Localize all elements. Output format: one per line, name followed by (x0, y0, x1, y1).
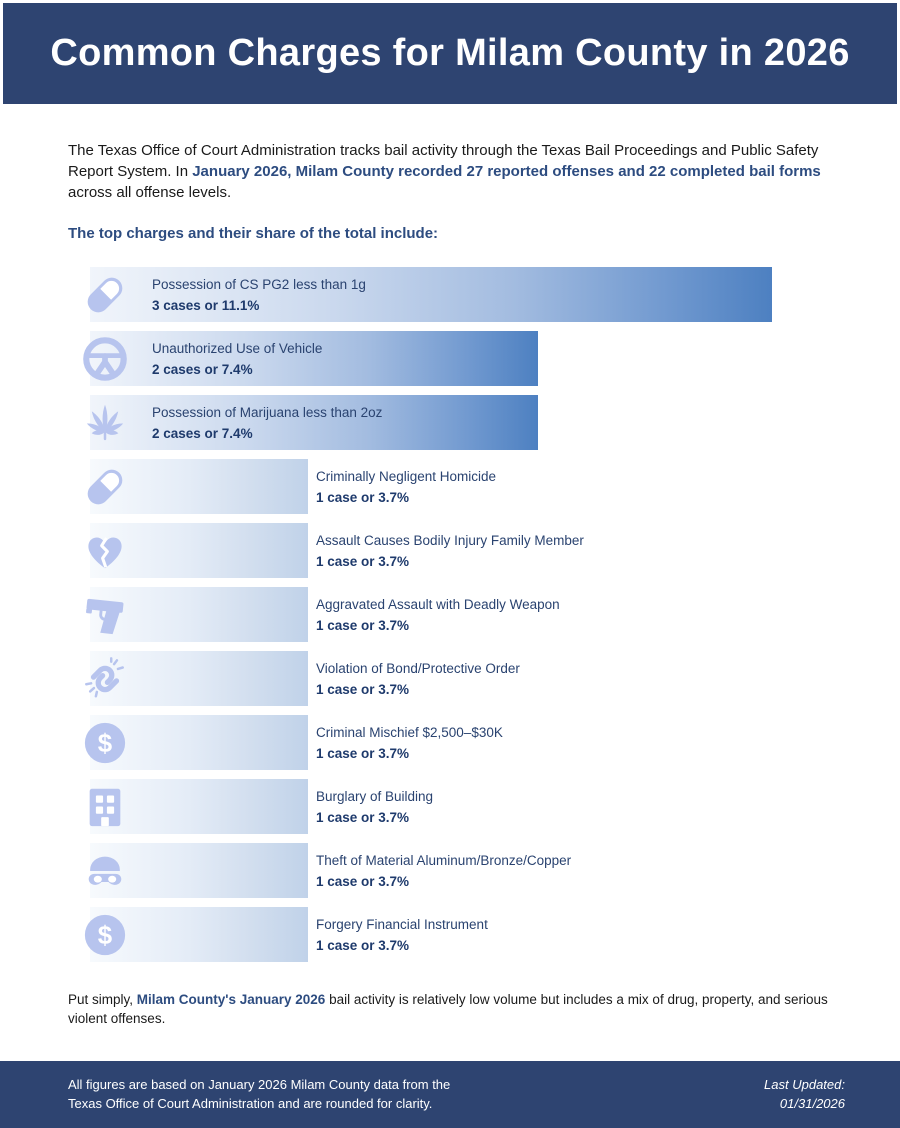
chart-row (68, 459, 845, 514)
chart-rows (68, 267, 845, 962)
summary-text-before: Put simply, (68, 992, 137, 1007)
charge-label: Criminal Mischief $2,500–$30K (316, 724, 503, 740)
footer-source-line2: Texas Office of Court Administration and are rounded for clarity. (68, 1096, 433, 1111)
charge-stat: 1 case or 3.7% (316, 809, 410, 825)
charge-label: Burglary of Building (316, 788, 434, 804)
chart-row (68, 779, 845, 834)
pill-icon (82, 272, 128, 318)
pill-icon (82, 464, 128, 510)
chart-row (68, 523, 845, 578)
charge-label: Violation of Bond/Protective Order (316, 660, 520, 676)
chart-row (68, 715, 845, 770)
charge-stat: 3 cases or 11.1% (152, 297, 260, 313)
row-text (152, 405, 382, 441)
charge-label: Forgery Financial Instrument (316, 916, 488, 932)
charge-label: Theft of Material Aluminum/Bronze/Copper (316, 852, 572, 868)
chart-row (68, 331, 845, 386)
row-text (316, 661, 520, 697)
row-text (316, 917, 488, 953)
marijuana-leaf-icon (82, 400, 128, 446)
content (0, 140, 900, 1028)
charge-stat: 1 case or 3.7% (316, 617, 410, 633)
charge-stat: 1 case or 3.7% (316, 937, 410, 953)
chart-row (68, 587, 845, 642)
burglar-icon (82, 848, 128, 894)
building-icon (82, 784, 128, 830)
dollar-circle-icon (82, 912, 128, 958)
chart-row (68, 395, 845, 450)
charge-label: Unauthorized Use of Vehicle (152, 340, 323, 356)
last-updated-label: Last Updated: (764, 1077, 845, 1092)
row-text (152, 277, 366, 313)
broken-chain-icon (82, 656, 128, 702)
row-text (316, 469, 496, 505)
row-text (316, 725, 503, 761)
last-updated-date: 01/31/2026 (779, 1096, 845, 1111)
charge-stat: 2 cases or 7.4% (152, 361, 253, 377)
chart-row (68, 267, 845, 322)
charge-label: Possession of CS PG2 less than 1g (152, 276, 366, 292)
intro-text-after: across all offense levels. (68, 184, 232, 201)
charge-label: Criminally Negligent Homicide (316, 468, 497, 484)
dollar-circle-icon (82, 720, 128, 766)
chart-row (68, 843, 845, 898)
footer-source-line1: All figures are based on January 2026 Milam County data from the (68, 1077, 451, 1092)
row-text (316, 789, 433, 825)
intro-text-before: The Texas Office of Court Administration tracks bail activity through the Texas Bail Proceedings and Public Safety Report System. In (68, 142, 819, 180)
summary-text-after: bail activity is relatively low volume but includes a mix of drug, property, and serious violent offenses. (68, 992, 828, 1026)
chart-row (68, 907, 845, 962)
charge-label: Assault Causes Bodily Injury Family Member (316, 532, 584, 548)
charge-stat: 1 case or 3.7% (316, 873, 410, 889)
charge-label: Aggravated Assault with Deadly Weapon (316, 596, 560, 612)
charge-stat: 1 case or 3.7% (316, 553, 410, 569)
row-text (316, 533, 584, 569)
row-text (316, 853, 571, 889)
broken-heart-icon (82, 528, 128, 574)
row-text (152, 341, 322, 377)
header-band (3, 3, 897, 104)
intro-highlight: January 2026, Milam County recorded 27 reported offenses and 22 completed bail forms (192, 163, 821, 180)
steering-wheel-icon (82, 336, 128, 382)
charge-stat: 1 case or 3.7% (316, 745, 410, 761)
page-title: Common Charges for Milam County in 2026 (50, 32, 850, 74)
handgun-icon (82, 592, 128, 638)
footer-source-note (68, 1075, 450, 1113)
footer-last-updated (764, 1075, 845, 1113)
charge-stat: 1 case or 3.7% (316, 681, 410, 697)
summary-paragraph (68, 990, 845, 1028)
charge-label: Possession of Marijuana less than 2oz (152, 404, 383, 420)
chart-subheading: The top charges and their share of the total include: (68, 225, 439, 242)
chart-row (68, 651, 845, 706)
footer-band (0, 1061, 900, 1128)
intro-paragraph (68, 140, 840, 203)
summary-highlight: Milam County's January 2026 (136, 992, 326, 1007)
row-text (316, 597, 560, 633)
charge-stat: 1 case or 3.7% (316, 489, 410, 505)
charge-stat: 2 cases or 7.4% (152, 425, 253, 441)
